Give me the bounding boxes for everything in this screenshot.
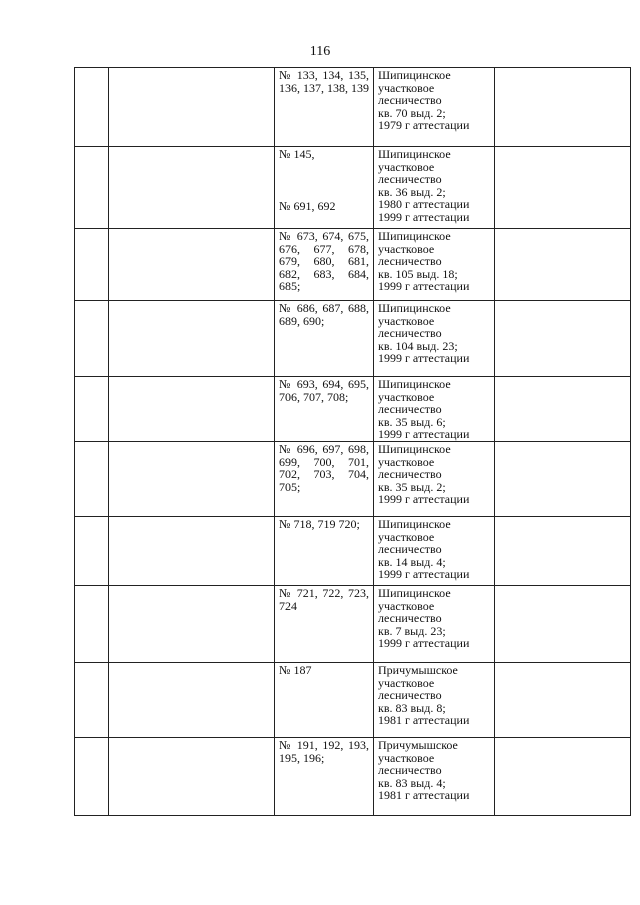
cell-empty-last xyxy=(495,229,631,301)
cell-empty-last xyxy=(495,301,631,377)
place-line: кв. 14 выд. 4; xyxy=(378,554,446,569)
place-line: участковое xyxy=(378,313,435,328)
place-line: 1999 г аттестации xyxy=(378,279,470,294)
table-row xyxy=(75,301,631,377)
place-line: участковое xyxy=(378,675,435,690)
cell-empty xyxy=(109,737,275,815)
place-line: 1999 г аттестации xyxy=(378,492,470,507)
place-line: Шипицинское xyxy=(378,516,451,531)
cell-empty xyxy=(109,662,275,737)
cell-index xyxy=(75,516,109,585)
cell-empty xyxy=(109,516,275,585)
cell-empty xyxy=(109,68,275,147)
table-row xyxy=(75,147,631,229)
place-line: кв. 105 выд. 18; xyxy=(378,266,458,281)
cell-empty-last xyxy=(495,441,631,516)
cell-place xyxy=(374,147,495,229)
cell-place xyxy=(374,737,495,815)
place-line: участковое xyxy=(378,80,435,95)
place-line: лесничество xyxy=(378,467,442,482)
place-line: кв. 70 выд. 2; xyxy=(378,105,446,120)
place-line: 1980 г аттестации xyxy=(378,197,470,212)
cell-empty-last xyxy=(495,585,631,662)
cell-empty-last xyxy=(495,147,631,229)
place-line: лесничество xyxy=(378,172,442,187)
table-row xyxy=(75,229,631,301)
cell-place xyxy=(374,516,495,585)
table-row xyxy=(75,516,631,585)
numbers-text: № 191, 192, 193, 195, 196; xyxy=(279,737,369,765)
cell-empty-last xyxy=(495,68,631,147)
place-line: участковое xyxy=(378,389,435,404)
cell-empty xyxy=(109,585,275,662)
place-line: лесничество xyxy=(378,93,442,108)
cell-numbers xyxy=(275,147,374,229)
place-line: Шипицинское xyxy=(378,229,451,243)
cell-place xyxy=(374,377,495,442)
numbers-text: № 187 xyxy=(279,662,312,677)
table-row xyxy=(75,662,631,737)
place-line: кв. 35 выд. 2; xyxy=(378,479,446,494)
place-line: лесничество xyxy=(378,542,442,557)
place-line: лесничество xyxy=(378,402,442,417)
place-line: Шипицинское xyxy=(378,377,451,391)
cell-empty xyxy=(109,147,275,229)
numbers-text: № 693, 694, 695, 706, 707, 708; xyxy=(279,377,369,404)
place-line: лесничество xyxy=(378,611,442,626)
place-line: кв. 83 выд. 4; xyxy=(378,775,446,790)
cell-empty xyxy=(109,377,275,442)
cell-empty-last xyxy=(495,737,631,815)
cell-place xyxy=(374,301,495,377)
numbers-text: № 673, 674, 675, 676, 677, 678, 679, 680, 681, 682, 683, 684, 685; xyxy=(279,229,369,294)
numbers-text: № 133, 134, 135, 136, 137, 138, 139 xyxy=(279,68,369,95)
cell-index xyxy=(75,441,109,516)
place-line: 1999 г аттестации xyxy=(378,209,470,224)
table-row xyxy=(75,441,631,516)
place-line: кв. 83 выд. 8; xyxy=(378,700,446,715)
cell-empty xyxy=(109,229,275,301)
cell-place xyxy=(374,68,495,147)
place-line: участковое xyxy=(378,750,435,765)
place-line: участковое xyxy=(378,529,435,544)
place-line: участковое xyxy=(378,159,435,174)
numbers-text: № 145, xyxy=(279,147,315,161)
cell-empty xyxy=(109,441,275,516)
cell-numbers xyxy=(275,662,374,737)
cell-numbers xyxy=(275,377,374,442)
cell-numbers xyxy=(275,585,374,662)
cell-numbers xyxy=(275,441,374,516)
cell-numbers xyxy=(275,737,374,815)
cell-numbers xyxy=(275,516,374,585)
cell-numbers xyxy=(275,301,374,377)
cell-index xyxy=(75,377,109,442)
place-line: лесничество xyxy=(378,688,442,703)
place-line: кв. 104 выд. 23; xyxy=(378,338,458,353)
numbers-text-2: № 691, 692 xyxy=(279,198,336,213)
place-line: лесничество xyxy=(378,254,442,269)
place-line: 1981 г аттестации xyxy=(378,788,470,803)
place-line: участковое xyxy=(378,454,435,469)
document-table xyxy=(74,67,631,816)
numbers-text: № 721, 722, 723, 724 xyxy=(279,585,369,613)
place-line: Причумышское xyxy=(378,737,458,752)
cell-place xyxy=(374,441,495,516)
place-line: Шипицинское xyxy=(378,147,451,161)
cell-index xyxy=(75,301,109,377)
place-line: Шипицинское xyxy=(378,301,451,315)
place-line: 1999 г аттестации xyxy=(378,567,470,582)
cell-empty xyxy=(109,301,275,377)
cell-empty-last xyxy=(495,662,631,737)
place-line: Шипицинское xyxy=(378,68,451,82)
place-line: кв. 36 выд. 2; xyxy=(378,184,446,199)
place-line: 1999 г аттестации xyxy=(378,636,470,651)
cell-index xyxy=(75,585,109,662)
place-line: лесничество xyxy=(378,326,442,341)
cell-place xyxy=(374,662,495,737)
cell-index xyxy=(75,737,109,815)
cell-empty-last xyxy=(495,516,631,585)
cell-numbers xyxy=(275,68,374,147)
table-row xyxy=(75,68,631,147)
place-line: участковое xyxy=(378,241,435,256)
place-line: 1999 г аттестации xyxy=(378,351,470,366)
cell-place xyxy=(374,229,495,301)
place-line: кв. 7 выд. 23; xyxy=(378,623,446,638)
cell-index xyxy=(75,662,109,737)
place-line: 1999 г аттестации xyxy=(378,427,470,442)
place-line: Шипицинское xyxy=(378,585,451,600)
cell-index xyxy=(75,229,109,301)
place-line: участковое xyxy=(378,598,435,613)
place-line: Шипицинское xyxy=(378,441,451,456)
cell-index xyxy=(75,147,109,229)
table-row xyxy=(75,585,631,662)
place-line: 1981 г аттестации xyxy=(378,713,470,728)
page-number: 116 xyxy=(309,44,331,59)
place-line: Причумышское xyxy=(378,662,458,677)
numbers-text: № 686, 687, 688, 689, 690; xyxy=(279,301,369,328)
place-line: кв. 35 выд. 6; xyxy=(378,414,446,429)
numbers-text: № 696, 697, 698, 699, 700, 701, 702, 703, 704, 705; xyxy=(279,441,369,494)
table-row xyxy=(75,377,631,442)
cell-empty-last xyxy=(495,377,631,442)
place-line: лесничество xyxy=(378,763,442,778)
place-line: 1979 г аттестации xyxy=(378,118,470,133)
cell-index xyxy=(75,68,109,147)
table-row xyxy=(75,737,631,815)
cell-place xyxy=(374,585,495,662)
cell-numbers xyxy=(275,229,374,301)
numbers-text: № 718, 719 720; xyxy=(279,516,360,531)
